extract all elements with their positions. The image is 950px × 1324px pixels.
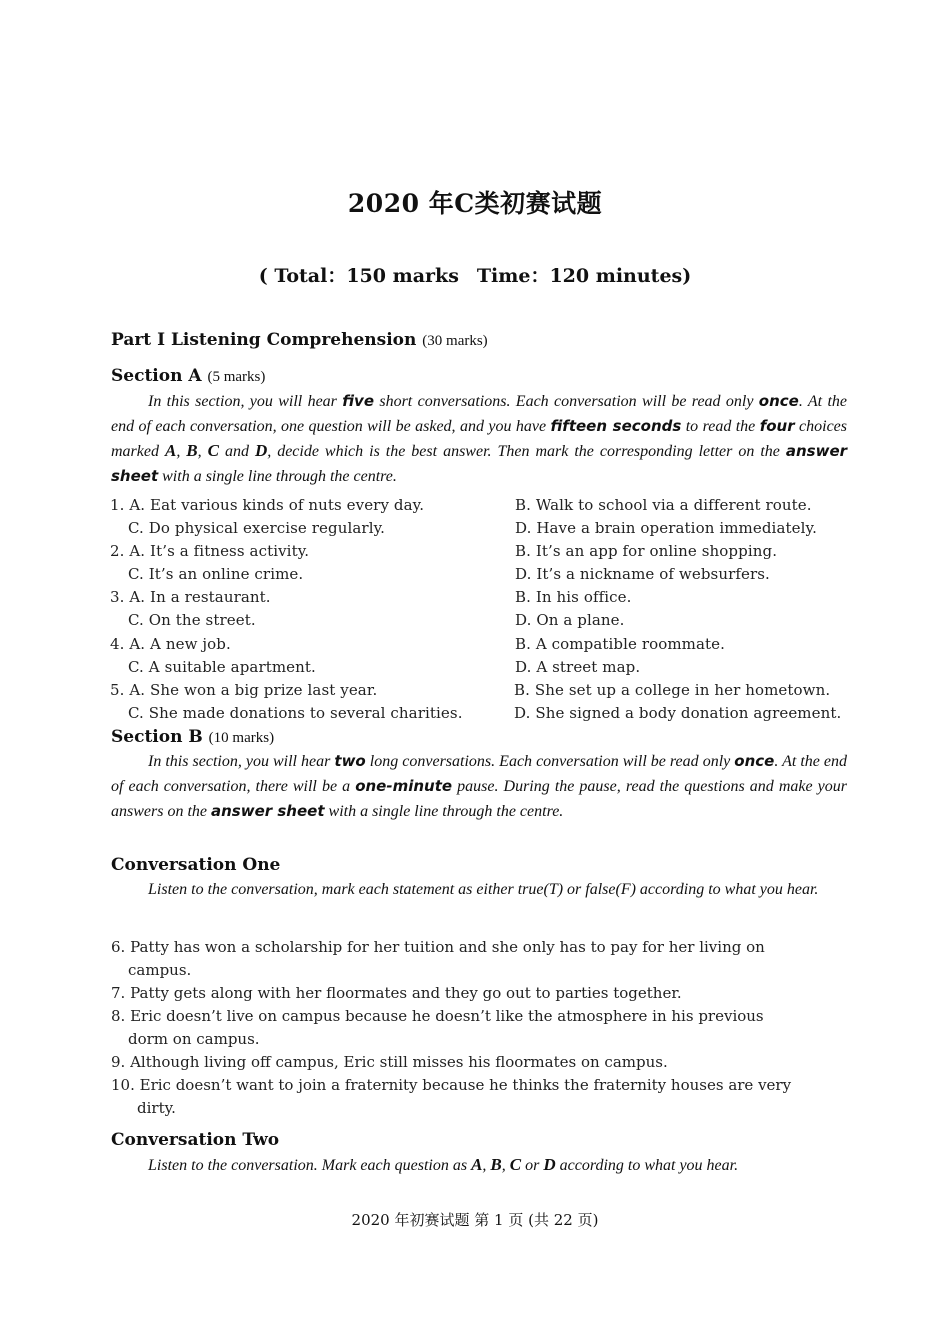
part1-title: Part I Listening Comprehension <box>111 330 417 350</box>
page-footer: 2020 年初赛试题 第 1 页 (共 22 页) <box>351 1211 599 1229</box>
section-a-instructions: In this section, you will hear five short conversations. Each conversation will be read only once. At the end of each conversation, one question will be asked, and you have fifteen seconds to read the four choices marked A, B, C and D, decide which is the best answer. Then mark the corresponding letter on the answer sheet with a single line through the centre. <box>111 392 848 485</box>
question-5-option-d: D. She signed a body donation agreement. <box>514 704 842 722</box>
section-a-heading <box>111 366 265 386</box>
question-5-option-a: 5. A. She won a big prize last year. <box>110 681 378 699</box>
time-limit: Time：120 minutes) <box>476 265 692 287</box>
question-2-option-b: B. It’s an app for online shopping. <box>515 542 778 560</box>
section-b-instructions: In this section, you will hear two long conversations. Each conversation will be read only once. At the end of each conversation, there will be a one-minute pause. During the pause, read the questions and make your answers on the answer sheet with a single line through the centre. <box>111 752 848 820</box>
question-4-option-b: B. A compatible roommate. <box>515 635 726 653</box>
statement-9: 9. Although living off campus, Eric still misses his floormates on campus. <box>111 1053 668 1071</box>
conversation-two-heading: Conversation Two <box>111 1130 280 1150</box>
question-5-option-b: B. She set up a college in her hometown. <box>514 681 831 699</box>
section-b-title: Section B <box>111 727 203 747</box>
conversation-one-instructions: Listen to the conversation, mark each statement as either true(T) or false(F) according to what you hear. <box>148 881 819 898</box>
question-4-option-c: C. A suitable apartment. <box>128 658 316 676</box>
question-5-option-c: C. She made donations to several charities. <box>128 704 463 722</box>
part1-heading <box>111 330 488 350</box>
exam-info <box>0 261 950 288</box>
question-1-option-b: B. Walk to school via a different route. <box>515 496 812 514</box>
statement-10: 10. Eric doesn’t want to join a fraternity because he thinks the fraternity houses are very dirty. <box>111 1076 792 1117</box>
question-3-option-b: B. In his office. <box>515 588 632 606</box>
question-2-option-c: C. It’s an online crime. <box>128 565 304 583</box>
section-b-heading <box>111 727 274 747</box>
part1-marks: (30 marks) <box>422 333 488 349</box>
question-3-option-c: C. On the street. <box>128 611 256 629</box>
question-4-option-d: D. A street map. <box>515 658 641 676</box>
question-2-option-a: 2. A. It’s a fitness activity. <box>110 542 310 560</box>
question-4-option-a: 4. A. A new job. <box>110 635 231 653</box>
statement-7: 7. Patty gets along with her floormates and they go out to parties together. <box>111 984 682 1002</box>
question-1-option-c: C. Do physical exercise regularly. <box>128 519 386 537</box>
conversation-one-heading: Conversation One <box>111 855 281 875</box>
question-1-option-d: D. Have a brain operation immediately. <box>515 519 817 537</box>
page-title: 2020 年C类初赛试题 <box>347 189 603 218</box>
conversation-two-instructions: Listen to the conversation. Mark each question as A, B, C or D according to what you hear. <box>148 1155 739 1174</box>
statement-6: 6. Patty has won a scholarship for her tuition and she only has to pay for her living on campus. <box>111 938 765 979</box>
statement-8: 8. Eric doesn’t live on campus because he doesn’t like the atmosphere in his previous dorm on campus. <box>111 1007 764 1048</box>
section-b-marks: (10 marks) <box>208 730 275 746</box>
section-a-marks: (5 marks) <box>207 369 266 385</box>
total-marks: ( Total：150 marks <box>258 265 459 287</box>
section-a-title: Section A <box>111 366 202 386</box>
question-3-option-a: 3. A. In a restaurant. <box>110 588 271 606</box>
question-2-option-d: D. It’s a nickname of websurfers. <box>515 565 770 583</box>
question-3-option-d: D. On a plane. <box>515 611 625 629</box>
question-1-option-a: 1. A. Eat various kinds of nuts every day. <box>110 496 425 514</box>
